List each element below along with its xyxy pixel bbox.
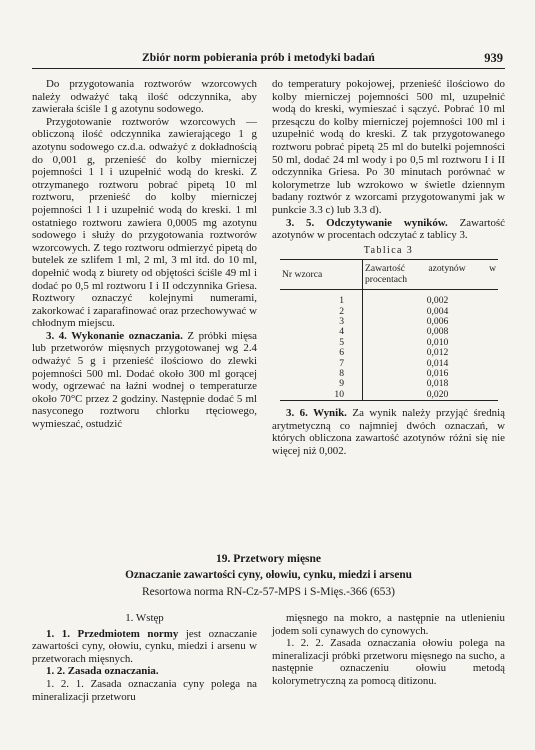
table-cell: 0,004: [426, 305, 449, 317]
table-row: [280, 379, 498, 389]
table-row: [280, 390, 498, 401]
section-3-6: [272, 407, 505, 457]
section-1-2: 1. 2. Zasada oznaczania.: [46, 665, 159, 678]
standard-reference: Resortowa norma RN-Cz-57-MPS i S-Mięs.-366 (653): [142, 586, 395, 598]
table-cell: 1: [280, 290, 363, 307]
table-cell: 10: [280, 390, 363, 401]
left-column: [32, 78, 257, 431]
table-cell: 0,002: [426, 295, 449, 307]
table-row: [280, 317, 498, 327]
table-cell: 6: [280, 348, 363, 358]
right-column: [272, 78, 505, 458]
section-3-4: [32, 330, 257, 431]
table-row: [280, 369, 498, 379]
section-label: 3. 5. Odczytywanie wyników.: [286, 216, 448, 229]
table-cell: 2: [280, 307, 363, 317]
table-row: [280, 348, 498, 358]
section-title: 19. Przetwory mięsne: [215, 553, 322, 565]
section-1-2-1: 1. 2. 1. Zasada oznaczania cyny polega na mineralizacji przetworu: [32, 677, 257, 703]
section-text: Za wynik należy przyjąć średnią arytmetyczną co najmniej dwóch oznaczań, w których obliczona zawartość azotynów różni się nie więcej niż 0,002.: [272, 407, 505, 457]
table-cell: 0,008: [426, 326, 449, 338]
section-subtitle: Oznaczanie zawartości cyny, ołowiu, cynku, miedzi i arsenu: [125, 569, 412, 581]
section-label: 3. 4. Wykonanie oznaczania.: [46, 329, 183, 342]
lower-right-column: [272, 612, 505, 688]
section-text: Zawartość azotynów w procentach odczytać z tablicy 3.: [272, 216, 506, 242]
table-cell: 8: [280, 369, 363, 379]
table-row: [280, 307, 498, 317]
table-cell: 5: [280, 338, 363, 348]
paragraph: do temperatury pokojowej, przenieść ilościowo do kolby mierniczej pojemności 500 ml, uzupełnić wodą do kreski, wymieszać i sączyć. Pobrać 10 ml przesączu do kolby mierniczej pojemności 100 ml i uzupełnić wodą do kreski. Z tak przygotowanego roztworu pobrać pipetą 25 ml do butelki pojemności 50 ml, dodać 24 ml wody i po 0,5 ml roztworu I i II odczynnika Griesa. Po 30 minutach porównać w kolorymetrze lub wzrokowo w świetle dziennym badany roztwór z wzorcami przygotowanymi jak w punkcie 3.3 c) lub 3.3 d).: [272, 78, 505, 216]
table-row: [280, 327, 498, 337]
table-3: [280, 259, 498, 401]
table-cell: 3: [280, 317, 363, 327]
running-title: Zbiór norm pobierania prób i metodyki badań: [142, 52, 375, 64]
paragraph: Przygotowanie roztworów wzorcowych — obliczoną ilość odczynnika zawierającego 1 g azotynu sodowego cz.d.a. odważyć z dokładnością do 0,001 g, przenieść do kolby mierniczej pojemności 1 l i uzupełnić wodą do kreski. Z otrzymanego roztworu pobrać pipetą 10 ml roztworu, przenieść do kolby mierniczej pojemności 1 l i uzupełnić wodą do kreski. 1 ml ostatniego roztworu zawiera 0,0005 mg azotynu sodowego i służy do przygotowania roztworów wzorcowych. Z tego roztworu odmierzyć pipetą do butelek ze szlifem 1 ml, 2 ml, 3 ml itd. do 10 ml, dopełnić wodą z biurety od objętości ściśle 49 ml i dodać po 0,5 ml roztworu I i II odczynnika Griesa. Roztwory oznaczyć kolejnymi numerami, zakorkować i zaparafinować oraz przechowywać w chłodnym miejscu.: [32, 115, 257, 330]
table-caption: Tablica 3: [363, 244, 414, 256]
paragraph: mięsnego na mokro, a następnie na utlenieniu jodem soli cynawych do cynowych.: [272, 612, 505, 637]
section-text: jest oznaczanie zawartości cyny, ołowiu, cynku, miedzi i arsenu w przetworach mięsnych.: [32, 627, 257, 665]
table-cell: 0,012: [426, 347, 449, 359]
table-cell: 7: [280, 359, 363, 369]
table-cell: 0,020: [363, 390, 499, 401]
page-header: [32, 50, 505, 69]
section-text: Z próbki mięsa lub przetworów mięsnych przygotowanej wg 2.4 odważyć 5 g i przenieść ilościowo do zlewki pojemności 500 ml. Dodać około 300 ml gorącej wody, ogrzewać na łaźni wodnej o temperaturze około 70°C przez 2 godziny. Następnie dodać 5 ml nasyconego roztworu chlorku rtęciowego, wymieszać, ostudzić: [32, 329, 257, 431]
page-number: 939: [484, 51, 503, 65]
section-label: 3. 6. Wynik.: [286, 407, 347, 420]
table-cell: 0,010: [426, 336, 449, 348]
table-header-cell: Zawartość azotynów w procentach: [363, 260, 499, 290]
section-1-1: [32, 628, 257, 666]
subsection-heading: 1. Wstęp: [125, 612, 164, 624]
table-header-cell: Nr wzorca: [280, 260, 363, 290]
paragraph: Do przygotowania roztworów wzorcowych należy odważyć taką ilość odczynnika, aby zawierała ściśle 1 g azotynu sodowego.: [32, 78, 257, 116]
table-row: [280, 338, 498, 348]
section-1-2-2: 1. 2. 2. Zasada oznaczania ołowiu polega na mineralizacji próbki przetworu mięsnego na sucho, a następnie oznaczeniu ołowiu metodą kolorymetryczną za pomocą ditizonu.: [272, 637, 505, 687]
table-cell: 0,018: [426, 378, 449, 390]
table-cell: 0,016: [426, 367, 449, 379]
table-row: [280, 290, 498, 307]
table-cell: 0,014: [426, 357, 449, 369]
table-cell: 4: [280, 327, 363, 337]
table-cell: 9: [280, 379, 363, 389]
section-label: 1. 1. Przedmiotem normy: [46, 627, 179, 640]
table-row: [280, 359, 498, 369]
section-3-5: [272, 217, 505, 242]
table-cell: 0,006: [426, 315, 449, 327]
lower-left-column: [32, 612, 257, 703]
